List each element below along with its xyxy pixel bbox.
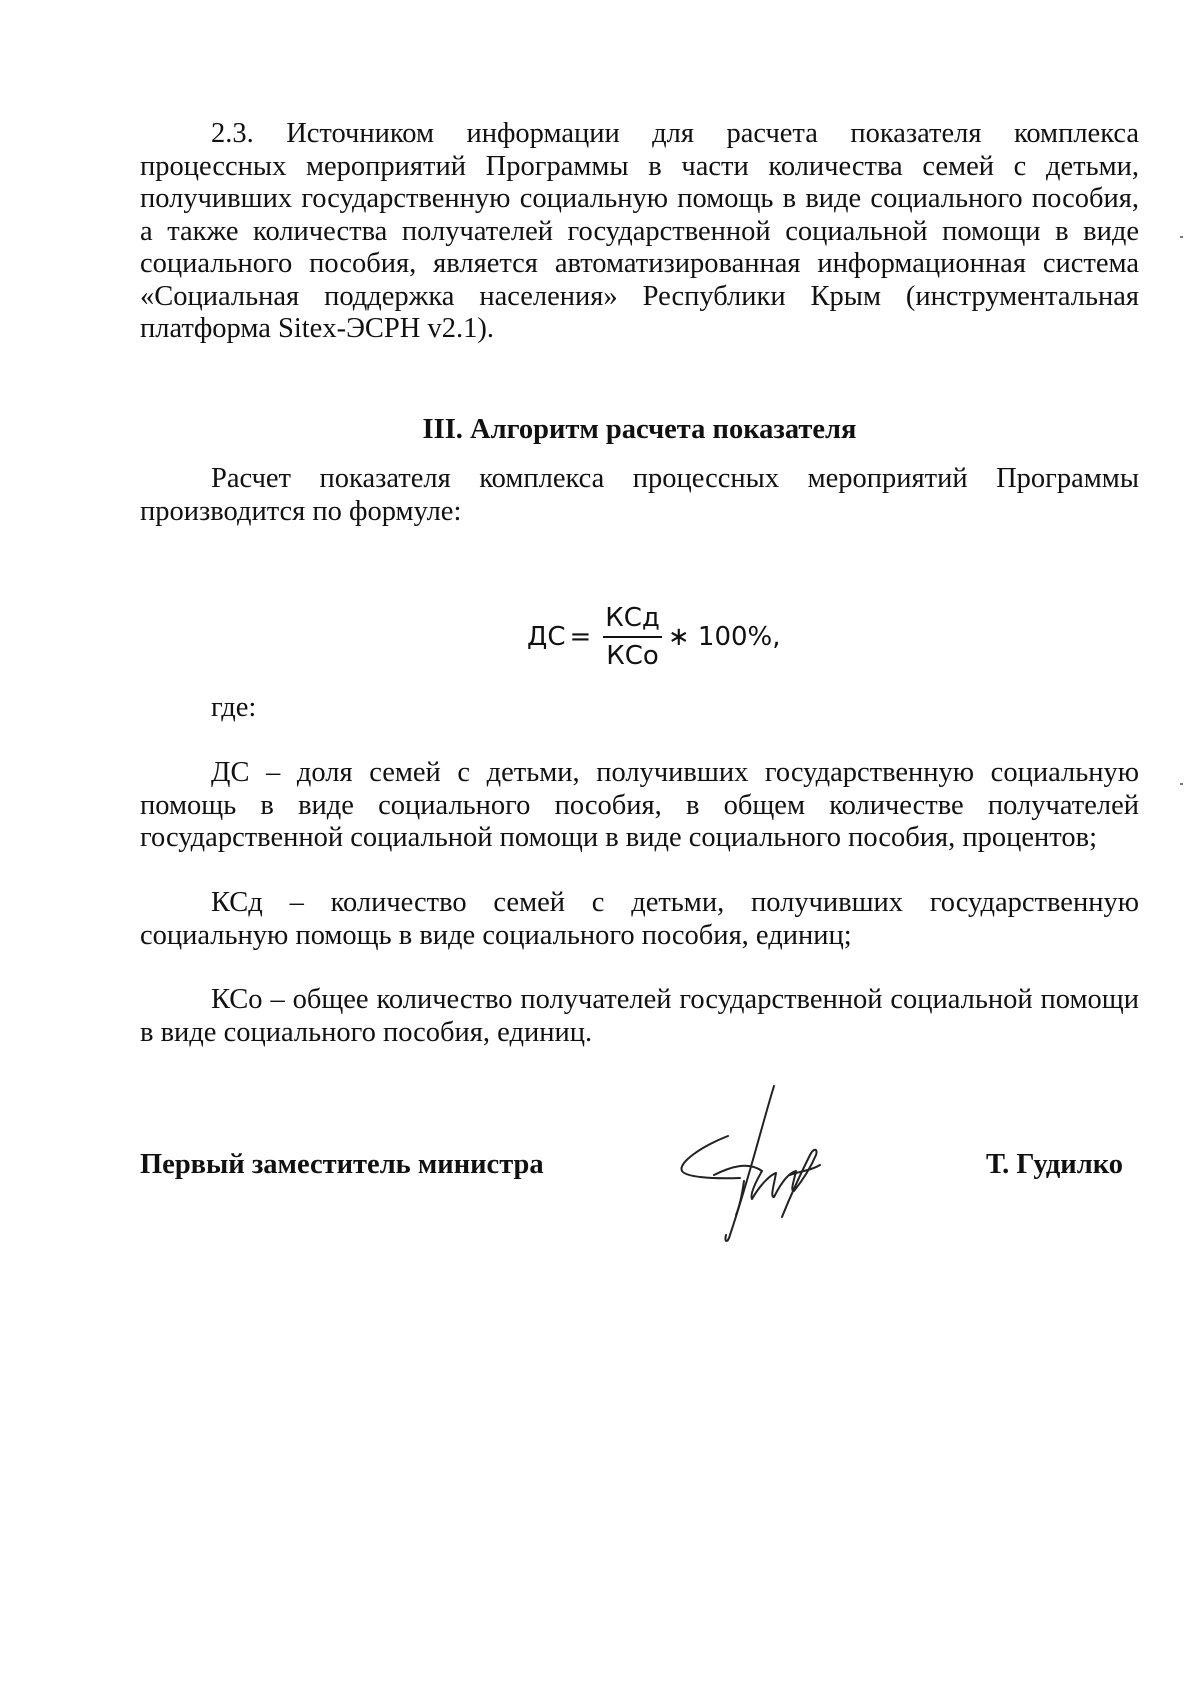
paragraph-2-3: 2.3. Источником информации для расчета показателя комплекса процессных мероприятий Программы в части количества семей с детьми, получивших государственную социальную помощь в виде социального пособия, а также количества получателей государственной социальной помощи в виде социального пособия, является автоматизированная информационная система «Социальная поддержка населения» Республики Крым (инструментальная платформа Sitex-ЭСРН v2.1). xyxy=(140,118,1139,344)
signatory-title: Первый заместитель министра xyxy=(140,1149,544,1180)
definition-ds: ДС – доля семей с детьми, получивших государственную социальную помощь в виде социального пособия, в общем количестве получателей государственной социальной помощи в виде социального пособия, процентов; xyxy=(140,757,1139,853)
formula-lhs: ДС xyxy=(527,622,566,652)
scan-mark xyxy=(1180,783,1183,785)
definition-ksd: КСд – количество семей с детьми, получивших государственную социальную помощь в виде социального пособия, единиц; xyxy=(140,887,1139,951)
scan-mark xyxy=(1180,236,1183,238)
formula-equals: = xyxy=(569,622,592,652)
formula-numerator: КСд xyxy=(603,603,662,638)
formula-fraction xyxy=(603,603,662,671)
definition-kso: КСо – общее количество получателей государственной социальной помощи в виде социального пособия, единиц. xyxy=(140,984,1139,1048)
signatory-name: Т. Гудилко xyxy=(985,1149,1123,1180)
handwritten-signature xyxy=(670,1085,850,1245)
section-heading: III. Алгоритм расчета показателя xyxy=(422,414,857,445)
formula xyxy=(527,594,781,680)
formula-denominator: КСо xyxy=(606,641,659,671)
where-label: где: xyxy=(211,692,257,723)
paragraph-calculation: Расчет показателя комплекса процессных мероприятий Программы производится по формуле: xyxy=(140,463,1139,527)
signature-block xyxy=(140,1148,1139,1188)
formula-multiplier: ∗ 100%, xyxy=(667,622,781,652)
